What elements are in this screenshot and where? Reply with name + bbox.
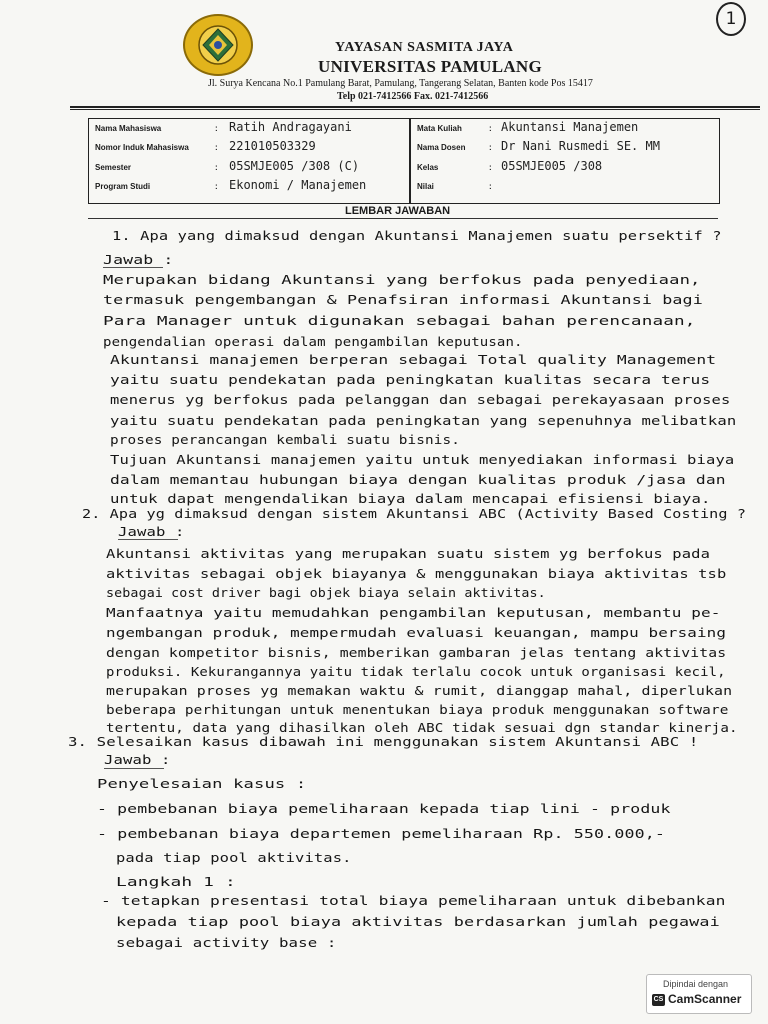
semester-colon: : [215, 163, 218, 172]
answer-line: Jawab : [104, 752, 171, 767]
camscanner-badge [646, 974, 752, 1014]
scanned-with-caption: Dipindai dengan [663, 979, 729, 989]
answer-line: 3. Selesaikan kasus dibawah ini menggunakan sistem Akuntansi ABC ! [68, 734, 699, 749]
letterhead-rule [70, 106, 760, 108]
university-name: UNIVERSITAS PAMULANG [318, 57, 543, 76]
answer-line: sebagai activity base : [116, 935, 337, 950]
score-label: Nilai [417, 182, 434, 191]
answer-line: beberapa perhitungan untuk menentukan biaya produk menggunakan software [106, 702, 729, 717]
answer-line: - pembebanan biaya departemen pemeliharaan Rp. 550.000,- [97, 826, 666, 841]
answer-line: Para Manager untuk digunakan sebagai bahan perencanaan, [103, 313, 696, 328]
answer-line: Merupakan bidang Akuntansi yang berfokus pada penyediaan, [103, 272, 701, 287]
answer-line: 2. Apa yg dimaksud dengan sistem Akuntansi ABC (Activity Based Costing ? [82, 506, 747, 521]
answer-line: merupakan proses yg memakan waktu & rumit, dianggap mahal, diperlukan [106, 683, 733, 698]
answer-line: ngembangan produk, mempermudah evaluasi keuangan, mampu bersaing [106, 625, 727, 640]
university-logo [183, 14, 253, 76]
answer-line: Jawab : [118, 524, 185, 539]
answer-line: 1. Apa yang dimaksud dengan Akuntansi Manajemen suatu persektif ? [112, 228, 722, 243]
answer-line: yaitu suatu pendekatan pada peningkatan kualitas secara terus [110, 372, 711, 387]
answer-line: tertentu, data yang dihasilkan oleh ABC tidak sesuai dgn standar kinerja. [106, 720, 738, 735]
answer-line: untuk dapat mengendalikan biaya dalam mencapai efisiensi biaya. [110, 491, 711, 506]
student-nim-value: 221010503329 [229, 139, 316, 153]
answer-line: proses perancangan kembali suatu bisnis. [110, 432, 461, 447]
letterhead-rule-thin [70, 109, 760, 110]
jawab-underline [104, 768, 164, 769]
answer-line: Akuntansi aktivitas yang merupakan suatu sistem yg berfokus pada [106, 546, 711, 561]
semester-value: 05SMJE005 /308 (C) [229, 159, 360, 173]
answer-line: Manfaatnya yaitu memudahkan pengambilan keputusan, membantu pe- [106, 605, 721, 620]
course-value: Akuntansi Manajemen [501, 120, 639, 134]
answer-line: kepada tiap pool biaya aktivitas berdasarkan jumlah pegawai [116, 914, 720, 929]
university-address: Jl. Surya Kencana No.1 Pamulang Barat, Pamulang, Tangerang Selatan, Banten kode Pos 15417 [208, 78, 593, 89]
answer-line: sebagai cost driver bagi objek biaya selain aktivitas. [106, 585, 546, 600]
answer-line: Langkah 1 : [116, 874, 236, 889]
program-value: Ekonomi / Manajemen [229, 178, 367, 192]
lecturer-value: Dr Nani Rusmedi SE. MM [501, 139, 660, 153]
semester-label: Semester [95, 163, 132, 172]
camscanner-logo-icon: CS [652, 994, 665, 1006]
program-colon: : [215, 182, 218, 191]
answer-line: aktivitas sebagai objek biayanya & menggunakan biaya aktivitas tsb [106, 566, 727, 581]
class-label: Kelas [417, 163, 439, 172]
answer-sheet-rule [88, 218, 718, 219]
score-colon: : [489, 182, 492, 191]
student-name-value: Ratih Andragayani [229, 120, 352, 134]
answer-line: termasuk pengembangan & Penafsiran informasi Akuntansi bagi [103, 292, 703, 307]
answer-line: Penyelesaian kasus : [97, 776, 307, 791]
name-label: Nama Mahasiswa [95, 124, 162, 133]
program-label: Program Studi [95, 182, 151, 191]
university-phone: Telp 021-7412566 Fax. 021-7412566 [337, 91, 489, 102]
logo-emblem-icon [193, 23, 243, 67]
answer-line: menerus yg berfokus pada pelanggan dan sebagai perekayasaan proses [110, 392, 731, 407]
answer-line: Akuntansi manajemen berperan sebagai Total quality Management [110, 352, 717, 367]
class-colon: : [489, 163, 492, 172]
answer-line: pengendalian operasi dalam pengambilan keputusan. [103, 334, 523, 349]
nim-label: Nomor Induk Mahasiswa [95, 143, 189, 152]
course-label: Mata Kuliah [417, 124, 462, 133]
answer-line: dalam memantau hubungan biaya dengan kualitas produk /jasa dan [110, 472, 726, 487]
answer-line: Tujuan Akuntansi manajemen yaitu untuk menyediakan informasi biaya [110, 452, 735, 467]
answer-line: yaitu suatu pendekatan pada peningkatan yang sepenuhnya melibatkan [110, 413, 737, 428]
answer-line: - pembebanan biaya pemeliharaan kepada tiap lini - produk [97, 801, 671, 816]
page-number: 1 [716, 2, 746, 36]
answer-line: pada tiap pool aktivitas. [116, 850, 352, 865]
lecturer-label: Nama Dosen [417, 143, 466, 152]
nim-colon: : [215, 143, 218, 152]
identity-divider [409, 119, 411, 203]
answer-line: dengan kompetitor bisnis, memberikan gambaran jelas tentang aktivitas [106, 645, 727, 660]
jawab-underline [103, 267, 163, 268]
name-colon: : [215, 124, 218, 133]
answer-line: produksi. Kekurangannya yaitu tidak terlalu cocok untuk organisasi kecil, [106, 664, 726, 679]
foundation-name: YAYASAN SASMITA JAYA [335, 40, 514, 55]
camscanner-app-name: CamScanner [668, 992, 742, 1006]
student-identity-box [88, 118, 720, 204]
answer-line: Jawab : [103, 252, 174, 267]
course-colon: : [489, 124, 492, 133]
answer-sheet-title: LEMBAR JAWABAN [345, 205, 451, 217]
class-value: 05SMJE005 /308 [501, 159, 603, 173]
lecturer-colon: : [489, 143, 492, 152]
answer-line: - tetapkan presentasi total biaya pemeliharaan untuk dibebankan [101, 893, 726, 908]
jawab-underline [118, 539, 178, 540]
